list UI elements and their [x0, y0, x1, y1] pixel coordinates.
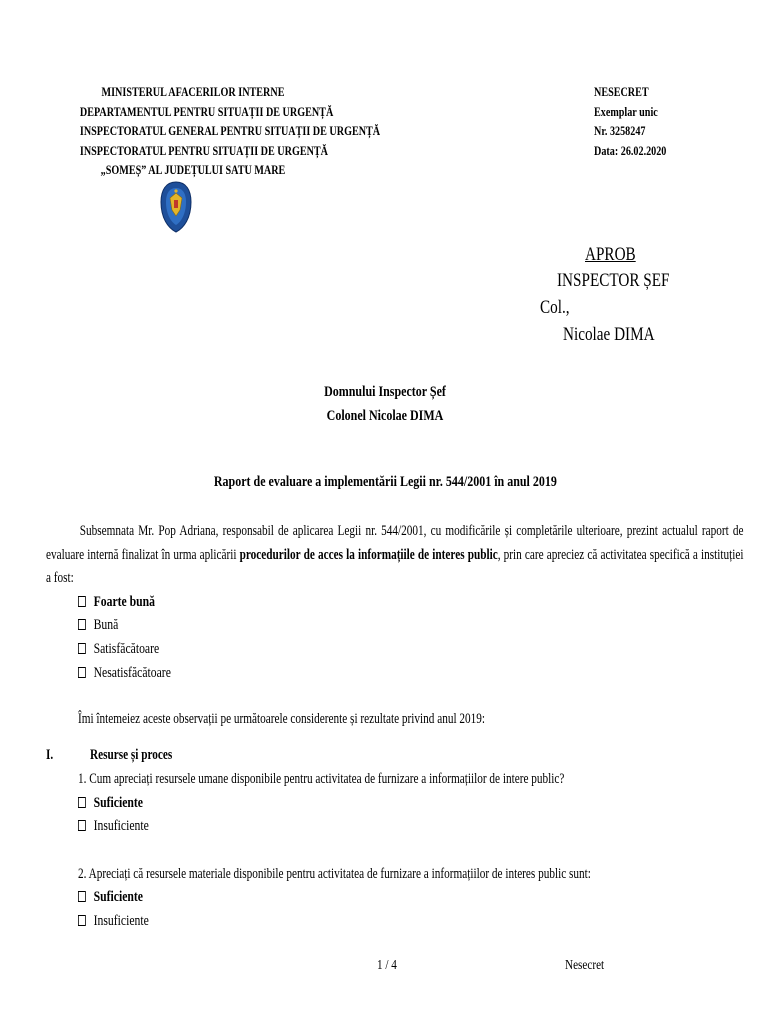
checkbox-icon[interactable] — [78, 915, 86, 926]
intro-text-end: , prin care apreciez că activitatea specifică a instituției a fost: — [46, 546, 744, 586]
org-line: INSPECTORATUL PENTRU SITUAȚII DE URGENȚĂ — [79, 142, 329, 158]
document-meta — [594, 82, 687, 160]
q1-option[interactable]: Suficiente — [78, 795, 143, 812]
intro-paragraph — [46, 520, 744, 591]
addressee-line: Domnului Inspector Șef — [324, 384, 446, 400]
checkbox-icon[interactable] — [78, 891, 86, 902]
document-date: Data: 26.02.2020 — [594, 142, 667, 158]
observations-intro: Îmi întemeiez aceste observații pe următoarele considerente și rezultate privind anul 2019: — [78, 711, 486, 727]
question-2: 2. Apreciați că resursele materiale disponibile pentru activitatea de furnizare a informațiilor de interes public sunt: — [78, 866, 591, 882]
addressee-line: Colonel Nicolae DIMA — [326, 408, 444, 424]
approval-signatory: Nicolae DIMA — [563, 324, 655, 345]
q2-option[interactable]: Suficiente — [78, 889, 143, 906]
coat-of-arms-emblem-icon — [160, 180, 192, 234]
checkbox-icon[interactable] — [78, 667, 86, 678]
org-line: „SOMEȘ” AL JUDEȚULUI SATU MARE — [100, 162, 286, 177]
rating-option[interactable]: Foarte bună — [78, 594, 155, 611]
intro-bold-text: procedurilor de acces la informațiile de interes public — [239, 546, 498, 563]
copy-label: Exemplar unic — [594, 103, 658, 119]
org-line: MINISTERUL AFACERILOR INTERNE — [101, 84, 285, 99]
approval-label: APROB — [585, 244, 636, 265]
org-line: DEPARTAMENTUL PENTRU SITUAȚII DE URGENȚĂ — [79, 103, 334, 119]
footer-classification: Nesecret — [565, 958, 605, 973]
checkbox-icon[interactable] — [78, 643, 86, 654]
report-title: Raport de evaluare a implementării Legii nr. 544/2001 în anul 2019 — [213, 474, 557, 490]
organization-header — [48, 82, 381, 180]
checkbox-icon[interactable] — [78, 619, 86, 630]
q2-option[interactable]: Insuficiente — [78, 913, 149, 930]
section-number: I. — [46, 747, 54, 763]
checkbox-icon[interactable] — [78, 596, 86, 607]
page-number: 1 / 4 — [377, 958, 397, 973]
addressee-block — [0, 380, 770, 428]
rating-option[interactable]: Bună — [78, 617, 118, 634]
rating-option[interactable]: Nesatisfăcătoare — [78, 665, 171, 682]
question-1: 1. Cum apreciați resursele umane disponibile pentru activitatea de furnizare a informațiilor de intere public? — [78, 771, 565, 787]
section-title: Resurse și proces — [90, 747, 173, 763]
intro-text: Subsemnata Mr. Pop Adriana, responsabil de aplicarea Legii nr. 544/2001, cu modificările și completările ulterioare, prezint actualul raport de evaluare internă finalizat în urma aplicării — [46, 523, 744, 563]
rating-option[interactable]: Satisfăcătoare — [78, 641, 159, 658]
classification-label: NESECRET — [594, 84, 649, 99]
checkbox-icon[interactable] — [78, 820, 86, 831]
q1-option[interactable]: Insuficiente — [78, 818, 149, 835]
approval-rank: Col., — [540, 297, 570, 318]
approval-role: INSPECTOR ȘEF — [557, 270, 670, 291]
checkbox-icon[interactable] — [78, 797, 86, 808]
registration-number: Nr. 3258247 — [594, 123, 646, 138]
org-line: INSPECTORATUL GENERAL PENTRU SITUAȚII DE URGENȚĂ — [79, 123, 381, 138]
